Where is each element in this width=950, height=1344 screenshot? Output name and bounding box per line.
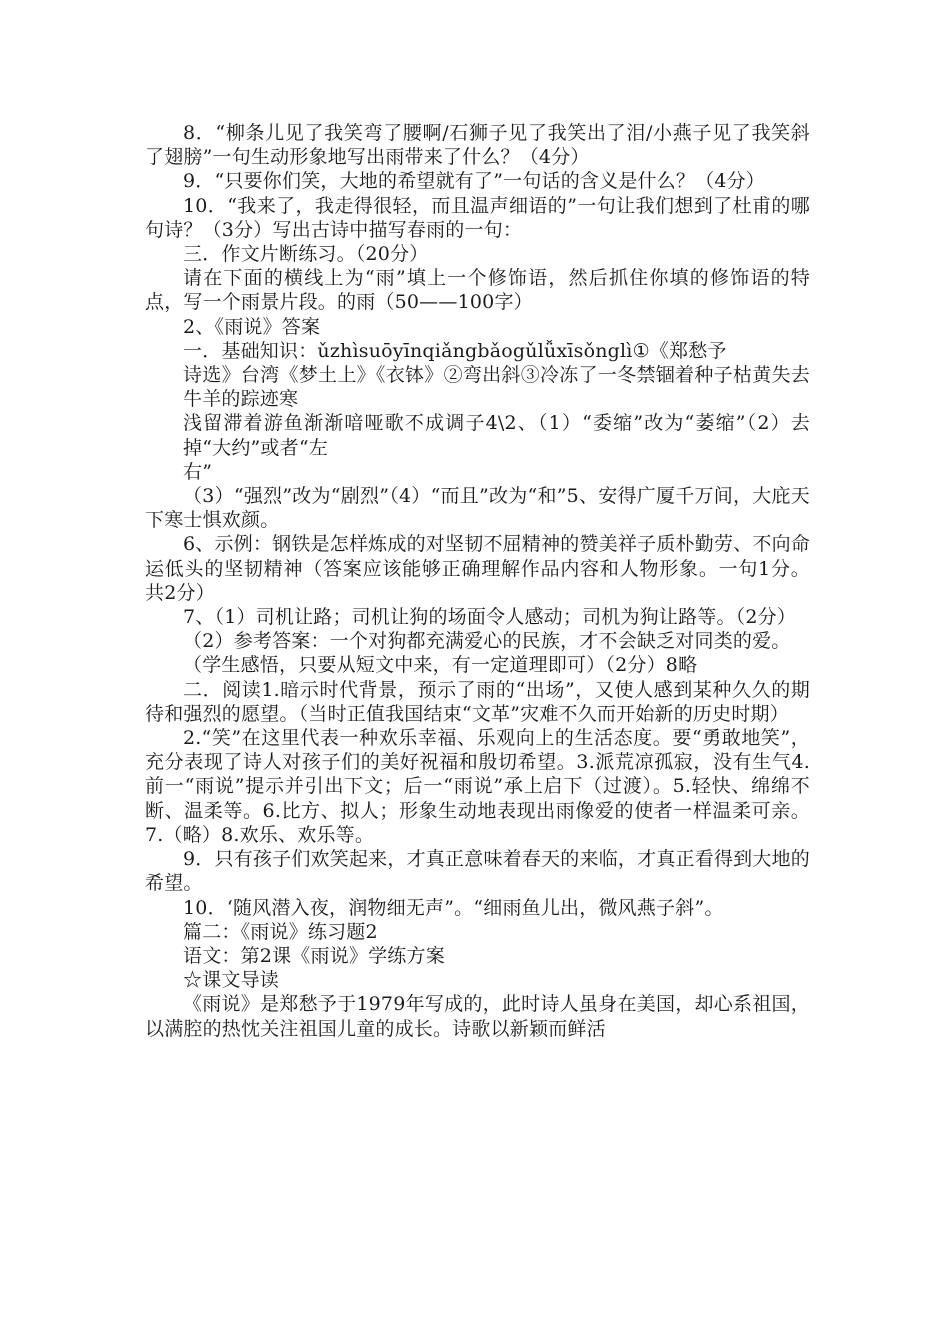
lesson-title: 语文：第2课《雨说》学练方案: [183, 944, 445, 967]
paragraph-answer-7-2: （2）参考答案：一个对狗都充满爱心的民族，才不会缺乏对同类的爱。: [183, 630, 791, 653]
paragraph-reading-answer-10: 10．‘随风潜入夜，润物细无声”。“细雨鱼儿出，微风燕子斜”。: [183, 896, 724, 919]
paragraph-basic-knowledge: 一．基础知识：ǔzhìsuōyīnqiǎngbǎogǔlǚxīsǒnglì①《郑愁予: [183, 339, 727, 362]
paragraph-basic-knowledge-cont-3: 右”: [183, 460, 213, 483]
paragraph-q8: 8．“柳条儿见了我笑弯了腰啊/石狮子见了我笑出了泪/小燕子见了我笑斜了翅膀”一句生动形象地写出雨带来了什么？（4分）: [145, 122, 810, 169]
paragraph-answer-6: 6、示例：钢铁是怎样炼成的对坚韧不屈精神的赞美祥子质朴勤劳、不向命运低头的坚韧精神（答案应该能够正确理解作品内容和人物形象。一句1分。共2分）: [145, 533, 810, 604]
paragraph-answer-student: （学生感悟，只要从短文中来，有一定道理即可）（2分）8略: [183, 654, 698, 677]
paragraph-q10: 10．“我来了，我走得很轻，而且温声细语的”一句让我们想到了杜甫的哪句诗？（3分）写出古诗中描写春雨的一句：: [145, 194, 810, 241]
paragraph-basic-knowledge-cont-2: 浅留滞着游鱼渐渐喑哑歌不成调子4\2、（1）“委缩”改为“萎缩”（2）去掉“大约”或者“左: [183, 412, 810, 459]
section-heading-part-two: 篇二：《雨说》练习题2: [183, 920, 378, 943]
paragraph-guide-intro: 《雨说》是郑愁予于1979年写成的，此时诗人虽身在美国，却心系祖国，以满腔的热忱关注祖国儿童的成长。诗歌以新颖而鲜活: [145, 993, 810, 1040]
paragraph-q9: 9．“只要你们笑，大地的希望就有了”一句话的含义是什么？（4分）: [183, 170, 766, 193]
section-heading-guide: ☆课文导读: [183, 969, 280, 992]
paragraph-answer-7-1: 7、（1）司机让路；司机让狗的场面令人感动；司机为狗让路等。（2分）: [183, 606, 797, 629]
paragraph-reading-answer-2: 2.“笑”在这里代表一种欢乐幸福、乐观向上的生活态度。要“勇敢地笑”，充分表现了诗人对孩子们的美好祝福和殷切希望。3.派荒凉孤寂，没有生气4.前一“雨说”提示并引出下文；后一“雨说”承上启下（过渡）。5.轻快、绵绵不断、温柔等。6.比方、拟人；形象生动地表现出雨像爱的使者一样温柔可亲。7.（略）8.欢乐、欢乐等。: [145, 727, 810, 846]
answers-heading: 2、《雨说》答案: [183, 315, 321, 338]
paragraph-answer-3-5: （3）“强烈”改为“剧烈”（4）“而且”改为“和”5、安得广厦千万间，大庇天下寒士惧欢颜。: [145, 485, 810, 532]
paragraph-basic-knowledge-cont: 诗选》台湾《梦土上》《衣钵》②弯出斜③冷冻了一冬禁锢着种子枯黄失去牛羊的踪迹寒: [183, 364, 810, 411]
paragraph-reading-answer-1: 二．阅读1.暗示时代背景，预示了雨的“出场”，又使人感到某种久久的期待和强烈的愿望。（当时正值我国结束“文革”灾难不久而开始新的历史时期）: [145, 678, 810, 725]
document-body: [145, 121, 810, 1041]
section-heading-composition: 三．作文片断练习。（20分）: [183, 243, 429, 266]
paragraph-composition-prompt: 请在下面的横线上为“雨”填上一个修饰语，然后抓住你填的修饰语的特点，写一个雨景片段。的雨（50——100字）: [145, 267, 810, 314]
paragraph-reading-answer-9: 9．只有孩子们欢笑起来，才真正意味着春天的来临，才真正看得到大地的希望。: [145, 848, 810, 895]
